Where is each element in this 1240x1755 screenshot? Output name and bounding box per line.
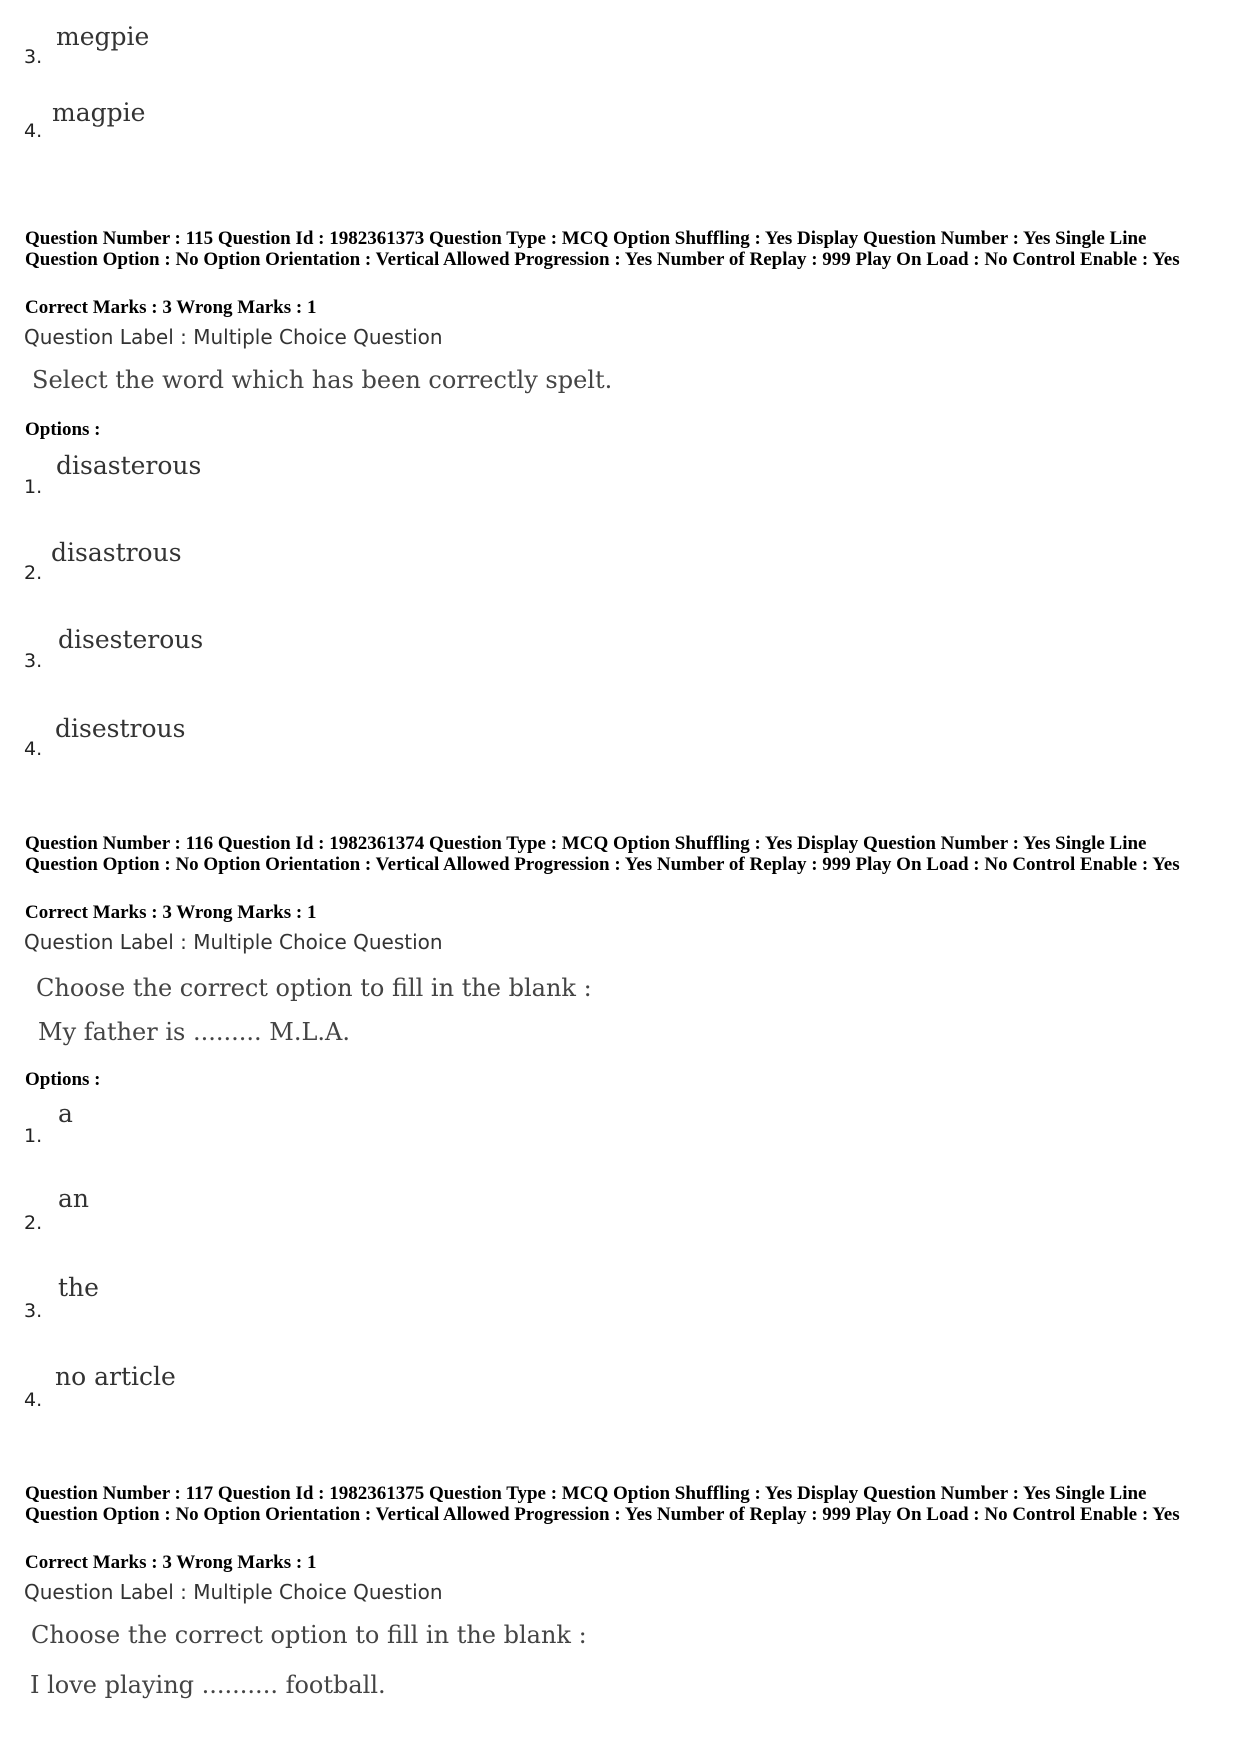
option-text: an <box>58 1184 90 1213</box>
question-meta: Question Number : 116 Question Id : 1982361374 Question Type : MCQ Option Shuffling : Yes Display Question Number : Yes Single Line Question Option : No Option Orientation : Vertical Allowed Progression : Yes Number of Replay : 999 Play On Load : No Control Enable : Yes <box>25 833 1180 875</box>
option-number: 4. <box>24 120 43 142</box>
option-number: 2. <box>24 1212 43 1234</box>
option-text: megpie <box>56 22 150 51</box>
options-heading: Options : <box>25 1069 101 1090</box>
question-text-line: Choose the correct option to fill in the blank : <box>36 974 592 1002</box>
options-heading: Options : <box>25 419 101 440</box>
question-label: Question Label : Multiple Choice Question <box>24 930 443 954</box>
question-marks: Correct Marks : 3 Wrong Marks : 1 <box>25 1552 317 1573</box>
option-text: magpie <box>52 98 146 127</box>
option-text: disestrous <box>55 714 186 743</box>
question-marks: Correct Marks : 3 Wrong Marks : 1 <box>25 297 317 318</box>
question-label: Question Label : Multiple Choice Question <box>24 325 443 349</box>
option-number: 1. <box>24 476 43 498</box>
question-marks: Correct Marks : 3 Wrong Marks : 1 <box>25 902 317 923</box>
option-number: 3. <box>24 650 43 672</box>
question-text-line: I love playing .......... football. <box>30 1671 386 1699</box>
option-number: 4. <box>24 1389 43 1411</box>
option-number: 1. <box>24 1125 43 1147</box>
question-text-line: My father is ......... M.L.A. <box>38 1018 350 1046</box>
option-text: a <box>58 1099 73 1128</box>
question-meta: Question Number : 117 Question Id : 1982361375 Question Type : MCQ Option Shuffling : Yes Display Question Number : Yes Single Line Question Option : No Option Orientation : Vertical Allowed Progression : Yes Number of Replay : 999 Play On Load : No Control Enable : Yes <box>25 1483 1180 1525</box>
option-number: 3. <box>24 46 43 68</box>
option-text: the <box>58 1273 99 1302</box>
question-text-line: Choose the correct option to fill in the blank : <box>31 1621 587 1649</box>
question-text: Select the word which has been correctly spelt. <box>32 366 613 394</box>
option-number: 4. <box>24 738 43 760</box>
option-text: no article <box>55 1362 176 1391</box>
option-text: disastrous <box>51 538 182 567</box>
question-label: Question Label : Multiple Choice Question <box>24 1580 443 1604</box>
option-text: disesterous <box>58 625 204 654</box>
option-number: 3. <box>24 1300 43 1322</box>
option-text: disasterous <box>56 451 202 480</box>
option-number: 2. <box>24 562 43 584</box>
question-meta: Question Number : 115 Question Id : 1982361373 Question Type : MCQ Option Shuffling : Yes Display Question Number : Yes Single Line Question Option : No Option Orientation : Vertical Allowed Progression : Yes Number of Replay : 999 Play On Load : No Control Enable : Yes <box>25 228 1180 270</box>
